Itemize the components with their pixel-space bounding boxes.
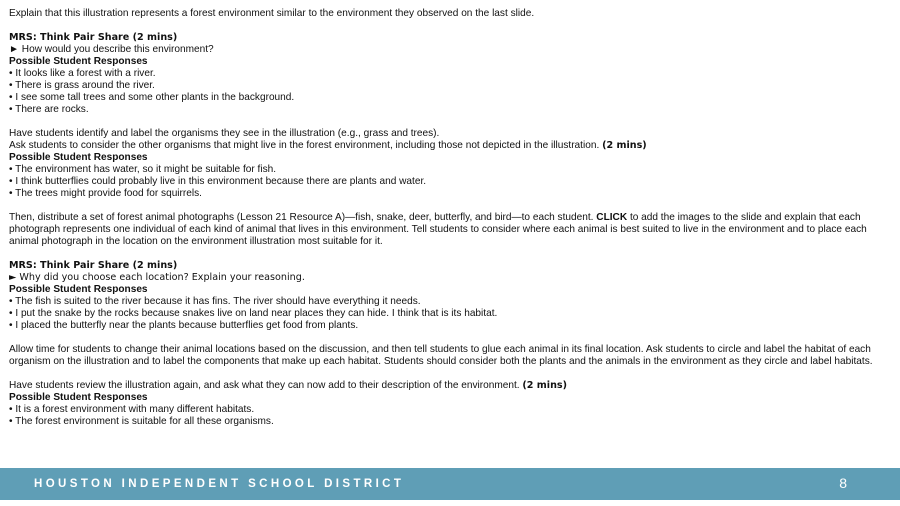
response-item: • I placed the butterfly near the plants because butterflies get food from plants. [9,320,359,331]
intro-text: Explain that this illustration represents a forest environment similar to the environment they observed on the last slide. [9,8,535,19]
responses-heading: Possible Student Responses [9,56,148,67]
mrs-block-1 [9,32,891,116]
click-label: CLICK [596,212,628,223]
review-text: Have students review the illustration again, and ask what they can now add to their description of the environment. (2 mins) [9,380,568,391]
identify-block [9,128,891,200]
response-item: • The forest environment is suitable for all these organisms. [9,416,274,427]
page-number: 8 [839,475,847,491]
mrs-title: MRS: Think Pair Share (2 mins) [9,32,178,43]
consider-text: Ask students to consider the other organisms that might live in the forest environment, including those not depicted in the illustration. (2 mins) [9,140,647,151]
responses-heading: Possible Student Responses [9,392,148,403]
mrs-block-2 [9,260,891,332]
response-item: • There are rocks. [9,104,89,115]
response-item: • I put the snake by the rocks because snakes live on land near places they can hide. I think that is its habitat. [9,308,498,319]
response-item: • There is grass around the river. [9,80,155,91]
responses-heading: Possible Student Responses [9,284,148,295]
response-item: • The trees might provide food for squirrels. [9,188,202,199]
review-block [9,380,891,428]
identify-text: Have students identify and label the organisms they see in the illustration (e.g., grass and trees). [9,128,440,139]
distribute-paragraph: Then, distribute a set of forest animal photographs (Lesson 21 Resource A)—fish, snake, deer, butterfly, and bird—to each student. CLICK to add the images to the slide and explain that each photograph represents one individual of each kind of animal that lives in this environment. Tell students to consider where each animal is best suited to live in the environment and to place each animal photograph in the location on the environment illustration most suitable for it. [9,212,867,247]
mrs-question: ► How would you describe this environment? [9,44,214,55]
response-item: • I think butterflies could probably live in this environment because there are plants and water. [9,176,427,187]
district-footer-bar [0,468,900,500]
mrs-question: ► Why did you choose each location? Explain your reasoning. [9,272,305,283]
responses-heading: Possible Student Responses [9,152,148,163]
response-item: • The fish is suited to the river because it has fins. The river should have everything it needs. [9,296,421,307]
time-label: (2 mins) [522,380,568,391]
speaker-notes [9,8,891,428]
district-name: HOUSTON INDEPENDENT SCHOOL DISTRICT [34,478,405,490]
time-label: (2 mins) [602,140,647,151]
response-item: • It is a forest environment with many different habitats. [9,404,255,415]
mrs-title: MRS: Think Pair Share (2 mins) [9,260,178,271]
response-item: • It looks like a forest with a river. [9,68,156,79]
allow-time-paragraph: Allow time for students to change their animal locations based on the discussion, and then tell students to glue each animal in its final location. Ask students to circle and label the habitat of each organism on the illustration and to label the components that make up each habitat. Students should consider both the plants and the animals in the environment as they circle and label habitats. [9,344,873,367]
response-item: • The environment has water, so it might be suitable for fish. [9,164,277,175]
response-item: • I see some tall trees and some other plants in the background. [9,92,295,103]
